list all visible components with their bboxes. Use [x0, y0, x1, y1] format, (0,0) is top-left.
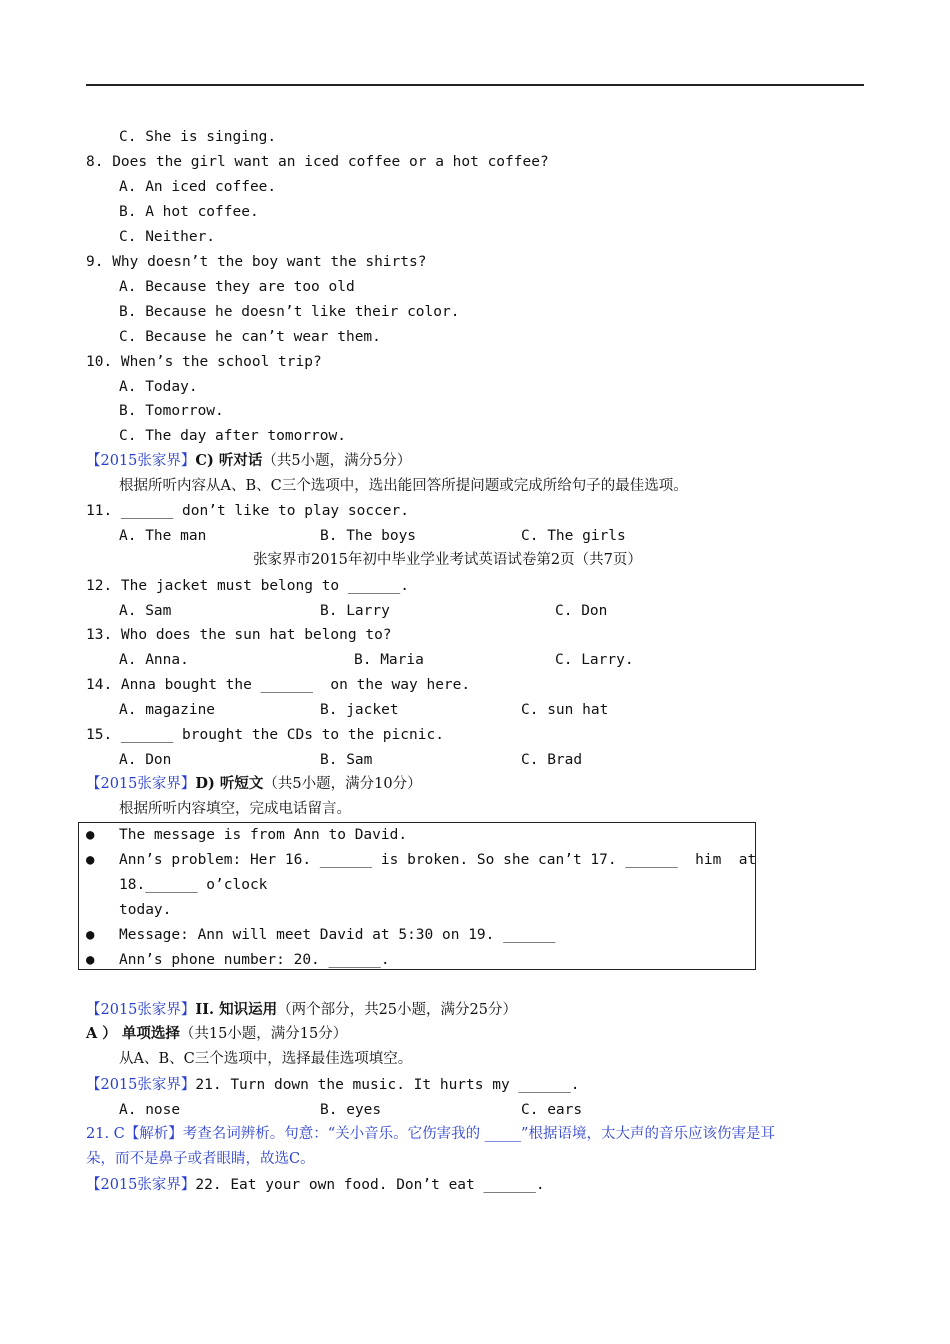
q11-option-b: B. The boys [320, 528, 417, 544]
q10-option-c: C. The day after tomorrow. [119, 428, 346, 444]
source-tag: 【2015张家界】 [86, 1177, 196, 1193]
q21-option-c: C. ears [521, 1102, 583, 1118]
section-note: （共5小题，满分5分） [262, 453, 412, 469]
q22-stem [86, 1175, 545, 1195]
q14-option-a: A. magazine [119, 702, 216, 718]
page-footer: 张家界市2015年初中毕业学业考试英语试卷第2页（共7页） [253, 552, 642, 568]
q9-option-b: B. Because he doesn’t like their color. [119, 304, 460, 320]
section-title: II. 知识运用 [195, 1001, 278, 1018]
message-line-3: 18.______ o’clock [119, 877, 268, 893]
section-a-instructions: 从A、B、C三个选项中，选择最佳选项填空。 [119, 1051, 413, 1067]
message-line-2: Ann’s problem: Her 16. ______ is broken. So she can’t 17. ______ him at [119, 852, 757, 868]
section-note: （两个部分，共25小题，满分25分） [277, 1002, 517, 1018]
message-line-4: today. [119, 902, 172, 918]
q11-stem: 11. ______ don’t like to play soccer. [86, 503, 410, 519]
source-tag: 【2015张家界】 [86, 776, 196, 792]
q9-option-c: C. Because he can’t wear them. [119, 329, 381, 345]
section-c-heading [86, 451, 411, 471]
q21-stem [86, 1075, 580, 1095]
message-line-1: The message is from Ann to David. [119, 827, 408, 843]
q11-option-a: A. The man [119, 528, 207, 544]
q9-stem: 9. Why doesn’t the boy want the shirts? [86, 254, 427, 270]
q13-option-c: C. Larry. [555, 652, 634, 668]
source-tag: 【2015张家界】 [86, 1002, 196, 1018]
q21-option-b: B. eyes [320, 1102, 382, 1118]
bullet-icon: ● [86, 927, 95, 943]
q15-option-c: C. Brad [521, 752, 583, 768]
header-rule [86, 84, 864, 86]
section-a-heading [86, 1024, 347, 1044]
q13-option-b: B. Maria [354, 652, 424, 668]
section-note: （共15小题，满分15分） [179, 1026, 348, 1042]
q15-option-a: A. Don [119, 752, 172, 768]
q10-option-a: A. Today. [119, 379, 198, 395]
bullet-icon: ● [86, 852, 95, 868]
q21-text: 21. Turn down the music. It hurts my ______. [195, 1077, 580, 1093]
source-tag: 【2015张家界】 [86, 1077, 196, 1093]
section-note: （共5小题，满分10分） [263, 776, 422, 792]
q13-option-a: A. Anna. [119, 652, 189, 668]
q11-option-c: C. The girls [521, 528, 626, 544]
q8-stem: 8. Does the girl want an iced coffee or a hot coffee? [86, 154, 549, 170]
section-d-heading [86, 774, 422, 794]
q21-analysis-line-2: 朵，而不是鼻子或者眼睛，故选C。 [86, 1151, 315, 1167]
source-tag: 【2015张家界】 [86, 453, 196, 469]
q12-option-a: A. Sam [119, 603, 172, 619]
q10-option-b: B. Tomorrow. [119, 403, 224, 419]
q21-option-a: A. nose [119, 1102, 181, 1118]
section-title: A ） 单项选择 [86, 1025, 180, 1042]
bullet-icon: ● [86, 827, 95, 843]
q8-option-b: B. A hot coffee. [119, 204, 259, 220]
q14-option-c: C. sun hat [521, 702, 609, 718]
q13-stem: 13. Who does the sun hat belong to? [86, 627, 392, 643]
q12-option-b: B. Larry [320, 603, 390, 619]
q12-option-c: C. Don [555, 603, 608, 619]
q9-option-a: A. Because they are too old [119, 279, 355, 295]
q8-option-a: A. An iced coffee. [119, 179, 277, 195]
q8-option-c: C. Neither. [119, 229, 216, 245]
section-c-instructions: 根据所听内容从A、B、C三个选项中，选出能回答所提问题或完成所给句子的最佳选项。 [119, 478, 688, 494]
q14-option-b: B. jacket [320, 702, 399, 718]
q12-stem: 12. The jacket must belong to ______. [86, 578, 410, 594]
q14-stem: 14. Anna bought the ______ on the way here. [86, 677, 471, 693]
q15-option-b: B. Sam [320, 752, 373, 768]
q7-option-c: C. She is singing. [119, 129, 277, 145]
section-ii-heading [86, 1000, 517, 1020]
section-title: D) 听短文 [195, 775, 264, 792]
message-line-5: Message: Ann will meet David at 5:30 on 19. ______ [119, 927, 556, 943]
q15-stem: 15. ______ brought the CDs to the picnic. [86, 727, 444, 743]
q22-text: 22. Eat your own food. Don’t eat ______. [195, 1177, 545, 1193]
section-title: C) 听对话 [195, 452, 263, 469]
section-d-instructions: 根据所听内容填空，完成电话留言。 [119, 801, 351, 817]
q21-analysis-line-1: 21. C【解析】考查名词辨析。句意：“关小音乐。它伤害我的 _____”根据语境，太大声的音乐应该伤害是耳 [86, 1126, 775, 1142]
bullet-icon: ● [86, 952, 95, 968]
q10-stem: 10. When’s the school trip? [86, 354, 322, 370]
message-line-6: Ann’s phone number: 20. ______. [119, 952, 390, 968]
